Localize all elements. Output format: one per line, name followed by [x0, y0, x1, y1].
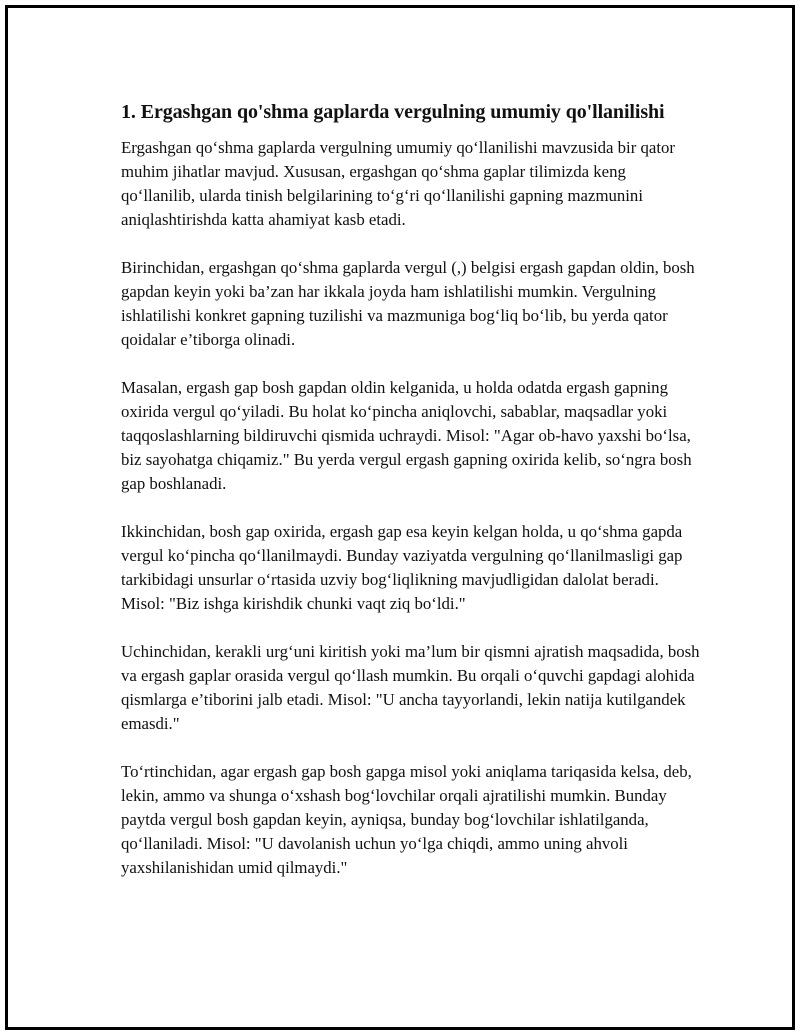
- document-title: 1. Ergashgan qo'shma gaplarda vergulning umumiy qo'llanilishi: [121, 101, 665, 123]
- paragraph-third: Uchinchidan, kerakli urg‘uni kiritish yoki ma’lum bir qismni ajratish maqsadida, bosh va ergash gaplar orasida vergul qo‘llash mumkin. Bu orqali o‘quvchi gapdagi alohida qismlarga e’tiborini jalb etadi. Misol: "U ancha tayyorlandi, lekin natija kutilgandek emasdi.": [121, 642, 700, 733]
- page-frame: [5, 5, 795, 1030]
- paragraph-fourth: To‘rtinchidan, agar ergash gap bosh gapga misol yoki aniqlama tariqasida kelsa, deb, lekin, ammo va shunga o‘xshash bog‘lovchilar orqali ajratilishi mumkin. Bunday paytda vergul bosh gapdan keyin, ayniqsa, bunday bog‘lovchilar ishlatilganda, qo‘llaniladi. Misol: "U davolanish uchun yo‘lga chiqdi, ammo uning ahvoli yaxshilanishidan umid qilmaydi.": [121, 762, 692, 877]
- paragraph-second: Ikkinchidan, bosh gap oxirida, ergash gap esa keyin kelgan holda, u qo‘shma gapda vergul ko‘pincha qo‘llanilmaydi. Bunday vaziyatda vergulning qo‘llanilmasligi gap tarkibidagi unsurlar o‘rtasida uzviy bog‘liqlikning mavjudligidan dalolat beradi. Misol: "Biz ishga kirishdik chunki vaqt ziq bo‘ldi.": [121, 522, 683, 613]
- paragraph-example: Masalan, ergash gap bosh gapdan oldin kelganida, u holda odatda ergash gapning oxirida vergul qo‘yiladi. Bu holat ko‘pincha aniqlovchi, sabablar, maqsadlar yoki taqqoslashlarning bildiruvchi qismida uchraydi. Misol: "Agar ob-havo yaxshi bo‘lsa, biz sayohatga chiqamiz." Bu yerda vergul ergash gapning oxirida kelib, so‘ngra bosh gap boshlanadi.: [121, 378, 692, 493]
- document-body: [121, 99, 701, 904]
- paragraph-first: Birinchidan, ergashgan qo‘shma gaplarda vergul (,) belgisi ergash gapdan oldin, bosh gapdan keyin yoki ba’zan har ikkala joyda ham ishlatilishi mumkin. Vergulning ishlatilishi konkret gapning tuzilishi va mazmuniga bog‘liq bo‘lib, bu yerda qator qoidalar e’tiborga olinadi.: [121, 258, 695, 349]
- paragraph-intro: Ergashgan qo‘shma gaplarda vergulning umumiy qo‘llanilishi mavzusida bir qator muhim jihatlar mavjud. Xususan, ergashgan qo‘shma gaplar tilimizda keng qo‘llanilib, ularda tinish belgilarining to‘g‘ri qo‘llanilishi gapning mazmunini aniqlashtirishda katta ahamiyat kasb etadi.: [121, 138, 675, 229]
